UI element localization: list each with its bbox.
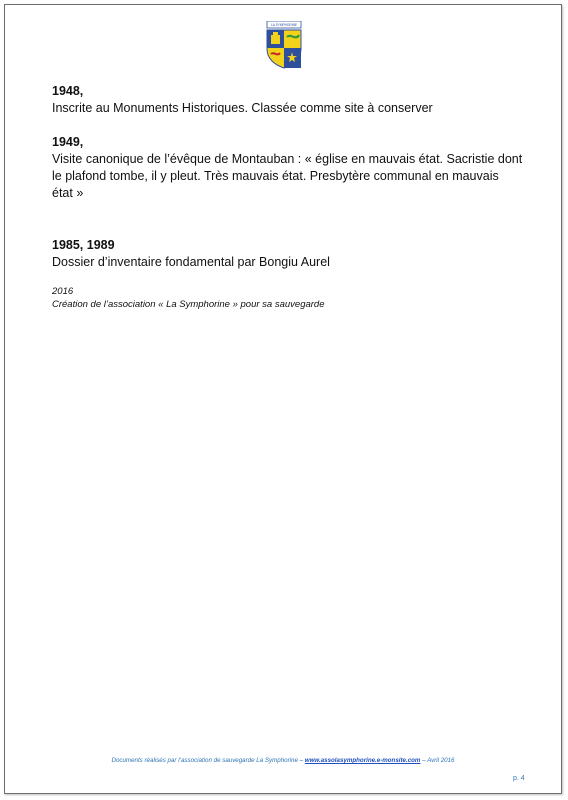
entry-1985-1989 bbox=[52, 237, 542, 271]
footer-website-link[interactable]: www.assolasymphorine.e-monsite.com bbox=[304, 757, 421, 764]
entry-text-line: le plafond tombe, il y pleut. Très mauvais état. Presbytère communal en mauvais bbox=[52, 169, 499, 183]
footer-prefix: Documents réalisés par l’association de sauvegarde La Symphorine – bbox=[111, 757, 305, 764]
entry-text: Création de l’association « La Symphorine » pour sa sauvegarde bbox=[52, 299, 325, 310]
logo-banner-text: LA SYMPHORINE bbox=[270, 23, 298, 27]
document-page bbox=[4, 4, 562, 794]
page-footer bbox=[5, 757, 561, 764]
page-number: p. 4 bbox=[513, 775, 525, 782]
entry-year: 1985, 1989 bbox=[52, 238, 115, 252]
entry-1949 bbox=[52, 134, 542, 202]
entry-year: 1949, bbox=[52, 135, 84, 149]
footer-suffix: – Avril 2016 bbox=[420, 757, 455, 764]
entry-text: Inscrite au Monuments Historiques. Classée comme site à conserver bbox=[52, 101, 433, 115]
entry-2016 bbox=[52, 285, 542, 311]
entry-text: Dossier d’inventaire fondamental par Bongiu Aurel bbox=[52, 255, 330, 269]
entry-text-line: Visite canonique de l’évêque de Montauban : « église en mauvais état. Sacristie dont bbox=[52, 152, 523, 166]
entry-year: 1948, bbox=[52, 84, 84, 98]
entry-1948 bbox=[52, 83, 542, 117]
entry-text-line: état » bbox=[52, 186, 84, 200]
entry-year: 2016 bbox=[52, 286, 74, 297]
coat-of-arms-logo bbox=[264, 21, 304, 69]
